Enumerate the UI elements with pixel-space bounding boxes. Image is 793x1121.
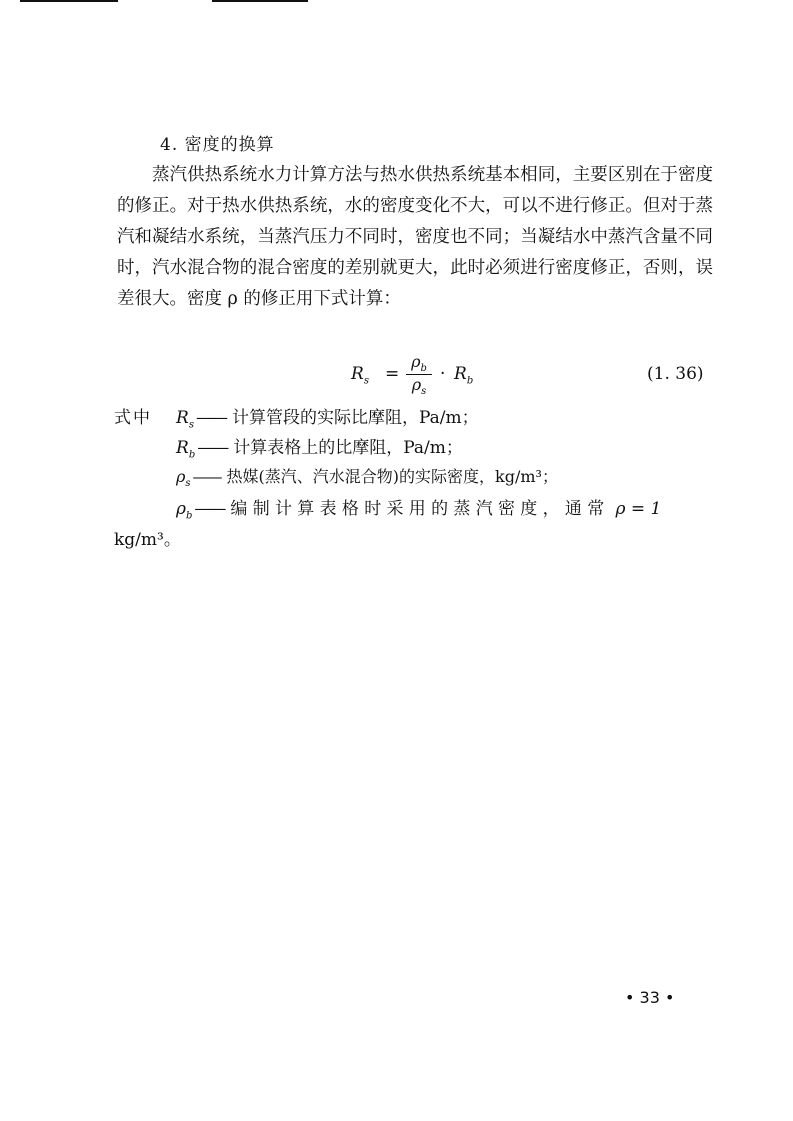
definition-item: $\rho_b$ —— 编制计算表格时采用的蒸汽密度，通常 ρ = 1 — [176, 499, 662, 522]
section-heading: 4. 密度的换算 — [160, 135, 275, 155]
page-number: • 33 • — [625, 988, 675, 1007]
definition-item: $\rho_s$ —— 热媒(蒸汽、汽水混合物)的实际密度，kg/m³； — [176, 467, 558, 490]
equation-number: (1. 36) — [647, 364, 704, 384]
definition-continuation: kg/m³。 — [114, 530, 181, 550]
definition-item: $R_b$ —— 计算表格上的比摩阻，Pa/m； — [176, 438, 463, 461]
fraction-numerator: $\rho_b$ — [406, 352, 432, 375]
where-label: 式中 — [114, 408, 152, 428]
equation-1-36 — [0, 352, 793, 402]
definition-item: $R_s$ —— 计算管段的实际比摩阻，Pa/m； — [176, 408, 479, 431]
top-rule-right — [212, 0, 308, 2]
body-paragraph — [117, 160, 713, 315]
paragraph-text: 蒸汽供热系统水力计算方法与热水供热系统基本相同，主要区别在于密度的修正。对于热水供热系统，水的密度变化不大，可以不进行修正。但对于蒸汽和凝结水系统，当蒸汽压力不同时，密度也不同；当凝结水中蒸汽含量不同时，汽水混合物的混合密度的差别就更大，此时必须进行密度修正，否则，误差很大。密度 ρ 的修正用下式计算： — [117, 165, 713, 309]
formula-equals: = — [385, 364, 400, 384]
formula-lhs: $R_s$ — [351, 364, 369, 387]
fraction-denominator: $\rho_s$ — [411, 375, 427, 398]
formula-fraction — [406, 352, 432, 397]
top-rule-left — [20, 0, 118, 2]
formula-rhs: $R_b$ — [454, 364, 474, 387]
formula-dot: · — [440, 364, 446, 384]
